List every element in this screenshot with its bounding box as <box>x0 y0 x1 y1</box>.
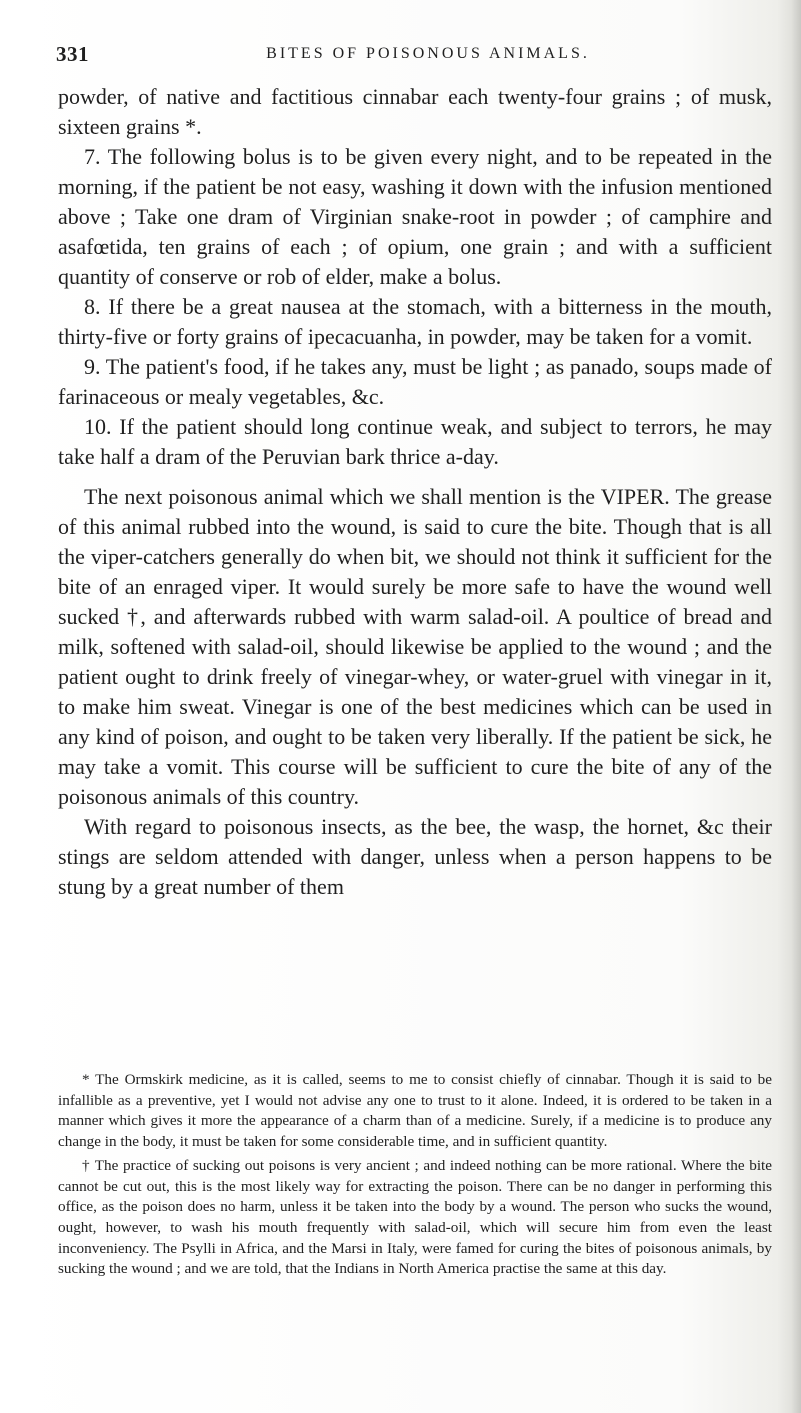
footnotes <box>58 1070 772 1280</box>
numbered-paragraph-7: 7. The following bolus is to be given every night, and to be repeated in the morning, if the patient be not easy, washing it down with the infusion mentioned above ; Take one dram of Virginian snake-root in powder ; of camphire and asafœtida, ten grains of each ; of opium, one grain ; and with a sufficient quantity of conserve or rob of elder, make a bolus. <box>58 144 772 289</box>
running-head: BITES OF POISONOUS ANIMALS. <box>266 45 590 62</box>
page-number: 331 <box>56 42 89 66</box>
paragraph-continuation: powder, of native and factitious cinnabar each twenty-four grains ; of musk, sixteen grains *. <box>58 84 772 139</box>
footnote-sucking-poisons: † The practice of sucking out poisons is very ancient ; and indeed nothing can be more rational. Where the bite cannot be cut out, this is the most likely way for extracting the poison. There can be no danger in performing this office, as the poison does no harm, unless it be taken into the body by a wound. The person who sucks the wound, ought, however, to wash his mouth frequently with salad-oil, which will secure him from even the least inconveniency. The Psylli in Africa, and the Marsi in Italy, were famed for curing the bites of poisonous animals, by sucking the wound ; and we are told, that the Indians in North America practise the same at this day. <box>58 1156 772 1278</box>
numbered-paragraph-9: 9. The patient's food, if he takes any, must be light ; as panado, soups made of farinaceous or mealy vegetables, &c. <box>58 354 772 409</box>
insects-paragraph: With regard to poisonous insects, as the bee, the wasp, the hornet, &c their stings are seldom attended with danger, unless when a person happens to be stung by a great number of them <box>58 814 772 899</box>
footnote-ormskirk: * The Ormskirk medicine, as it is called, seems to me to consist chiefly of cinnabar. Though it is said to be infallible as a preventive, yet I would not advise any one to trust to it alone. Indeed, it is ordered to be taken in a manner which gives it more the appearance of a charm than of a medicine. Surely, if a medicine is to produce any change in the body, it must be taken for some considerable time, and in sufficient quantity. <box>58 1071 772 1151</box>
main-text <box>58 82 772 902</box>
numbered-paragraph-10: 10. If the patient should long continue weak, and subject to terrors, he may take half a dram of the Peruvian bark thrice a-day. <box>58 414 772 469</box>
numbered-paragraph-8: 8. If there be a great nausea at the stomach, with a bitterness in the mouth, thirty-five or forty grains of ipecacuanha, in powder, may be taken for a vomit. <box>58 294 772 349</box>
page-header <box>56 42 756 72</box>
page-edge-shadow <box>791 0 801 1413</box>
viper-paragraph: The next poisonous animal which we shall mention is the VIPER. The grease of this animal rubbed into the wound, is said to cure the bite. Though that is all the viper-catchers generally do when bit, we should not think it sufficient for the bite of an enraged viper. It would surely be more safe to have the wound well sucked †, and afterwards rubbed with warm salad-oil. A poultice of bread and milk, softened with salad-oil, should likewise be applied to the wound ; and the patient ought to drink freely of vinegar-whey, or water-gruel with vinegar in it, to make him sweat. Vinegar is one of the best medicines which can be used in any kind of poison, and ought to be taken very liberally. If the patient be sick, he may take a vomit. This course will be sufficient to cure the bite of any of the poisonous animals of this country. <box>58 484 772 809</box>
